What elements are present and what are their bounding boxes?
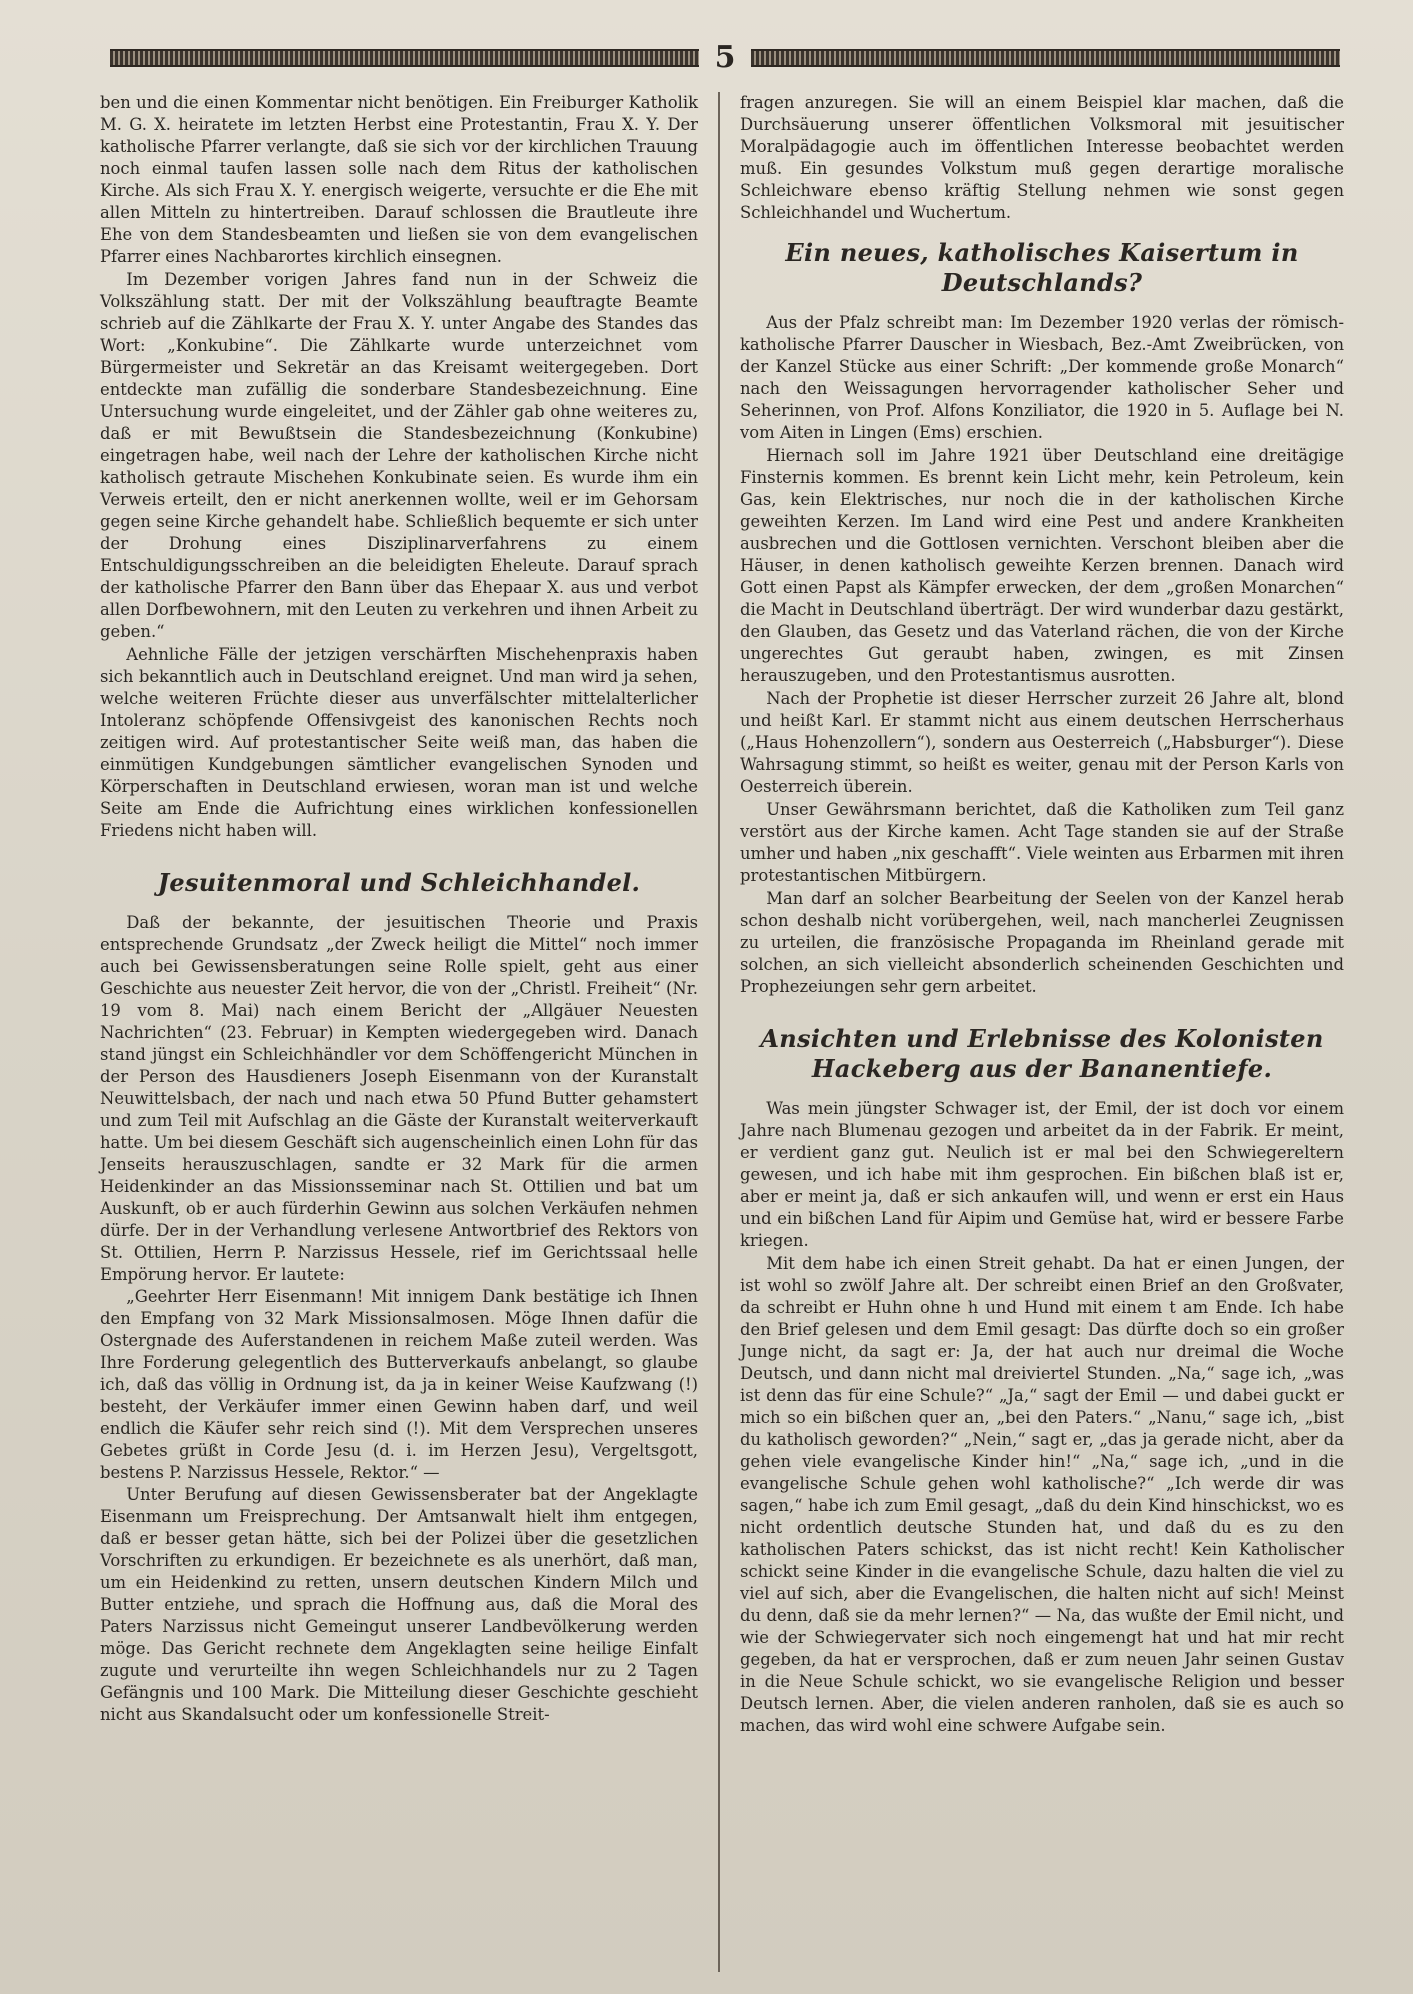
article-paragraph: Unter Berufung auf diesen Gewissensberater bat der Angeklagte Eisenmann um Freisprechung. Der Amtsanwalt hielt ihm entgegen, daß er besser getan hätte, sich bei der Polizei über die gesetzlichen Vorschriften zu erkundigen. Er bezeichnete es als unerhört, daß man, um ein Heidenkind zu retten, unsern deutschen Kindern Milch und Butter entziehe, und sprach die Hoffnung aus, daß die Moral des Paters Narzissus nicht Gemeingut unserer Landbevölkerung werden möge. Das Gericht rechnete dem Angeklagten seine heilige Einfalt zugute und verurteilte ihn wegen Schleichhandels nur zu 2 Tagen Gefängnis und 100 Mark. Die Mitteilung dieser Geschichte geschieht nicht aus Skandalsucht oder um konfessionelle Streit- <box>100 1485 698 1724</box>
article-paragraph: Daß der bekannte, der jesuitischen Theorie und Praxis entsprechende Grundsatz „der Zweck heiligt die Mittel“ noch immer auch bei Gewissensberatungen seine Rolle spielt, geht aus einer Geschichte aus neuester Zeit hervor, die von der „Christl. Freiheit“ (Nr. 19 vom 8. Mai) nach einem Bericht der „Allgäuer Neuesten Nachrichten“ (23. Februar) in Kempten wiedergegeben wird. Danach stand jüngst ein Schleichhändler vor dem Schöffengericht München in der Person des Hausdieners Joseph Eisenmann von der Kuranstalt Neuwittelsbach, der nach und nach etwa 50 Pfund Butter gehamstert und zum Teil mit Aufschlag an die Gäste der Kuranstalt weiterverkauft hatte. Um bei diesem Geschäft sich augenscheinlich einen Lohn für das Jenseits herauszuschlagen, sandte er 32 Mark für die armen Heidenkinder an das Missionsseminar nach St. Ottilien und bat um Auskunft, ob er auch fürderhin Gewinn aus solchen Verkäufen nehmen dürfe. Der in der Verhandlung verlesene Antwortbrief des Rektors von St. Ottilien, Herrn P. Narzissus Hessele, rief im Gerichtssaal helle Empörung hervor. Er lautete: <box>100 913 698 1284</box>
column-divider <box>718 92 720 1972</box>
article-paragraph: Aus der Pfalz schreibt man: Im Dezember 1920 verlas der römisch-katholische Pfarrer Dauscher in Wiesbach, Bez.-Amt Zweibrücken, von der Kanzel Stücke aus einer Schrift: „Der kommende große Monarch“ nach den Weissagungen hervorragender katholischer Seher und Seherinnen, von Prof. Alfons Konziliator, die 1920 in 5. Auflage bei N. vom Aiten in Lingen (Ems) erschien. <box>740 313 1344 442</box>
quoted-letter <box>100 1286 698 1484</box>
page-header <box>110 38 1340 78</box>
left-intro-paragraph: Im Dezember vorigen Jahres fand nun in der Schweiz die Volkszählung statt. Der mit der Volkszählung beauftragte Beamte schrieb auf die Zählkarte der Frau X. Y. unter Angabe des Standes das Wort: „Konkubine“. Die Zählkarte wurde unterzeichnet vom Bürgermeister und Sekretär an das Kreisamt weitergegeben. Dort entdeckte man zufällig die sonderbare Standesbezeichnung. Eine Untersuchung wurde eingeleitet, und der Zähler gab ohne weiteres zu, daß er mit Bewußtsein die Standesbezeichnung (Konkubine) eingetragen habe, weil nach der Lehre der katholischen Kirche nicht katholisch getraute Mischehen Konkubinate seien. Es wurde ihm ein Verweis erteilt, den er nicht anerkennen wollte, weil er im Gehorsam gegen seine Kirche gehandelt habe. Schließlich bequemte er sich unter der Drohung eines Disziplinarverfahrens zu einem Entschuldigungsschreiben an die beleidigten Eheleute. Darauf sprach der katholische Pfarrer den Bann über das Ehepaar X. aus und verbot allen Dorfbewohnern, mit den Leuten zu verkehren und ihnen Arbeit zu geben.“ <box>100 270 698 641</box>
header-rule-right <box>751 49 1340 67</box>
article-paragraph: Hiernach soll im Jahre 1921 über Deutschland eine dreitägige Finsternis kommen. Es brennt kein Licht mehr, kein Petroleum, kein Gas, kein Elektrisches, nur noch die in der katholischen Kirche geweihten Kerzen. Im Land wird eine Pest und andere Krankheiten ausbrechen und die Gottlosen vernichten. Verschont bleiben aber die Häuser, in denen katholisch geweihte Kerzen brennen. Danach wird Gott einen Papst als Kämpfer erwecken, der dem „großen Monarchen“ die Macht in Deutschland überträgt. Der wird wunderbar dazu gestärkt, den Glauben, das Gesetz und das Vaterland rächen, die von der Kirche ungerechtes Gut geraubt haben, zwingen, es mit Zinsen herauszugeben, und den Protestantismus ausrotten. <box>740 446 1344 685</box>
article-paragraph: Mit dem habe ich einen Streit gehabt. Da hat er einen Jungen, der ist wohl so zwölf Jahre alt. Der schreibt einen Brief an den Großvater, da schreibt er Huhn ohne h und Hund mit einem t am Ende. Ich habe den Brief gelesen und dem Emil gesagt: Das dürfte doch so ein großer Junge nicht, da sagt er: Ja, der hat auch nur dreimal die Woche Deutsch, und dann nicht mal dreiviertel Stunden. „Na,“ sage ich, „was ist denn das für eine Schule?“ „Ja,“ sagt der Emil — und dabei guckt er mich so ein bißchen quer an, „bei den Paters.“ „Nanu,“ sage ich, „bist du katholisch geworden?“ „Nein,“ sagt er, „das ja gerade nicht, aber da gehen viele evangelische Kinder hin!“ „Na,“ sage ich, „und in die evangelische Schule gehen wohl katholische?“ „Ich werde dir was sagen,“ habe ich zum Emil gesagt, „daß du dein Kind hinschickst, wo es nicht ordentlich deutsche Stunden hat, und daß du es zu den katholischen Paters schickst, das ist nicht recht! Kein Katholischer schickt seine Kinder in die evangelische Schule, dazu halten die viel zu viel auf sich, aber die Evangelischen, die halten nicht auf sich! Meinst du denn, daß sie da mehr lernen?“ — Na, das wußte der Emil nicht, und wie der Schwiegervater sich noch eingemengt hat und hat mir recht gegeben, da hat er versprochen, daß er zum neuen Jahr seinen Gustav in die Neue Schule schickt, wo sie evangelische Religion und besser Deutsch lernen. Aber, die vielen anderen ranholen, daß sie es auch so machen, das wird wohl eine schwere Aufgabe sein. <box>740 1254 1344 1735</box>
left-intro-paragraph: Aehnliche Fälle der jetzigen verschärften Mischehenpraxis haben sich bekanntlich auch in Deutschland ereignet. Und man wird ja sehen, welche weiteren Früchte dieser aus unverfälschter mittelalterlicher Intoleranz schöpfende Offensivgeist des kanonischen Rechts noch zeitigen wird. Auf protestantischer Seite weiß man, das haben die einmütigen Kundgebungen sämtlicher evangelischen Synoden und Körperschaften in Deutschland erwiesen, woran man ist und welche Seite am Ende die Aufrichtung eines wirklichen konfessionellen Friedens nicht haben will. <box>100 645 698 840</box>
header-rule-left <box>110 49 699 67</box>
quoted-letter-text: „Geehrter Herr Eisenmann! Mit innigem Dank bestätige ich Ihnen den Empfang von 32 Mark Missionsalmosen. Möge Ihnen dafür die Ostergnade des Auferstandenen in reichem Maße zuteil werden. Was Ihre Forderung gelegentlich des Butterverkaufs anbelangt, so glaube ich, daß das völlig in Ordnung ist, da ja in keiner Weise Kaufzwang (!) besteht, der Verkäufer immer einen Gewinn haben darf, und weil endlich die Käufer sehr reich sind (!). Mit dem Versprechen unseres Gebetes grüßt in Corde Jesu (d. i. im Herzen Jesu), Vergeltsgott, bestens P. Narzissus Hessele, Rektor.“ — <box>100 1287 698 1482</box>
article-headline: Ein neues, katholisches Kaisertum in Deutschlands? <box>785 238 1299 297</box>
article-headline: Jesuitenmoral und Schleichhandel. <box>157 868 641 897</box>
right-intro-paragraph: fragen anzuregen. Sie will an einem Beispiel klar machen, daß die Durchsäuerung unserer öffentlichen Volksmoral mit jesuitischer Moralpädagogie auch im öffentlichen Interesse beobachtet werden muß. Ein gesundes Volkstum muß gegen derartige moralische Schleichware ebenso kräftig Stellung nehmen wie sonst gegen Schleichhandel und Wuchertum. <box>740 93 1344 222</box>
article-paragraph: Man darf an solcher Bearbeitung der Seelen von der Kanzel herab schon deshalb nicht vorübergehen, weil, nach mancherlei Zeugnissen zu urteilen, die französische Propaganda im Rheinland gerade mit solchen, an sich vielleicht absonderlich scheinenden Geschichten und Prophezeiungen sehr gern arbeitet. <box>740 889 1344 996</box>
article-paragraph: Unser Gewährsmann berichtet, daß die Katholiken zum Teil ganz verstört aus der Kirche kamen. Acht Tage standen sie auf der Straße umher und haben „nix geschafft“. Viele weinten aus Erbarmen mit ihren protestantischen Mitbürgern. <box>740 800 1344 885</box>
page-number: 5 <box>714 40 736 75</box>
article-headline: Ansichten und Erlebnisse des Kolonisten Hackeberg aus der Bananentiefe. <box>760 1024 1324 1083</box>
article-paragraph: Nach der Prophetie ist dieser Herrscher zurzeit 26 Jahre alt, blond und heißt Karl. Er stammt nicht aus einem deutschen Herrscherhaus („Haus Hohenzollern“), sondern aus Oesterreich („Habsburger“). Diese Wahrsagung stimmt, so heißt es weiter, genau mit der Person Karls von Oesterreich überein. <box>740 689 1344 796</box>
article-paragraph: Was mein jüngster Schwager ist, der Emil, der ist doch vor einem Jahre nach Blumenau gezogen und arbeitet da in der Fabrik. Er meint, er verdient ganz gut. Neulich ist er mal bei den Schwiegereltern gewesen, und ich habe mit ihm gesprochen. Ein bißchen blaß ist er, aber er meint ja, daß er sich ankaufen will, und wenn er erst ein Haus und ein bißchen Land für Aipim und Gemüse hat, wird er bessere Farbe kriegen. <box>740 1099 1344 1250</box>
left-column <box>100 92 698 1726</box>
left-intro-paragraph: ben und die einen Kommentar nicht benötigen. Ein Freiburger Katholik M. G. X. heiratete im letzten Herbst eine Protestantin, Frau X. Y. Der katholische Pfarrer verlangte, daß sie sich vor der kirchlichen Trauung noch einmal taufen lassen solle nach dem Ritus der katholischen Kirche. Als sich Frau X. Y. energisch weigerte, versuchte er die Ehe mit allen Mitteln zu hintertreiben. Darauf schlossen die Brautleute ihre Ehe von dem Standesbeamten und ließen sie von dem evangelischen Pfarrer eines Nachbarortes kirchlich einsegnen. <box>100 93 698 266</box>
right-column <box>740 92 1344 1737</box>
